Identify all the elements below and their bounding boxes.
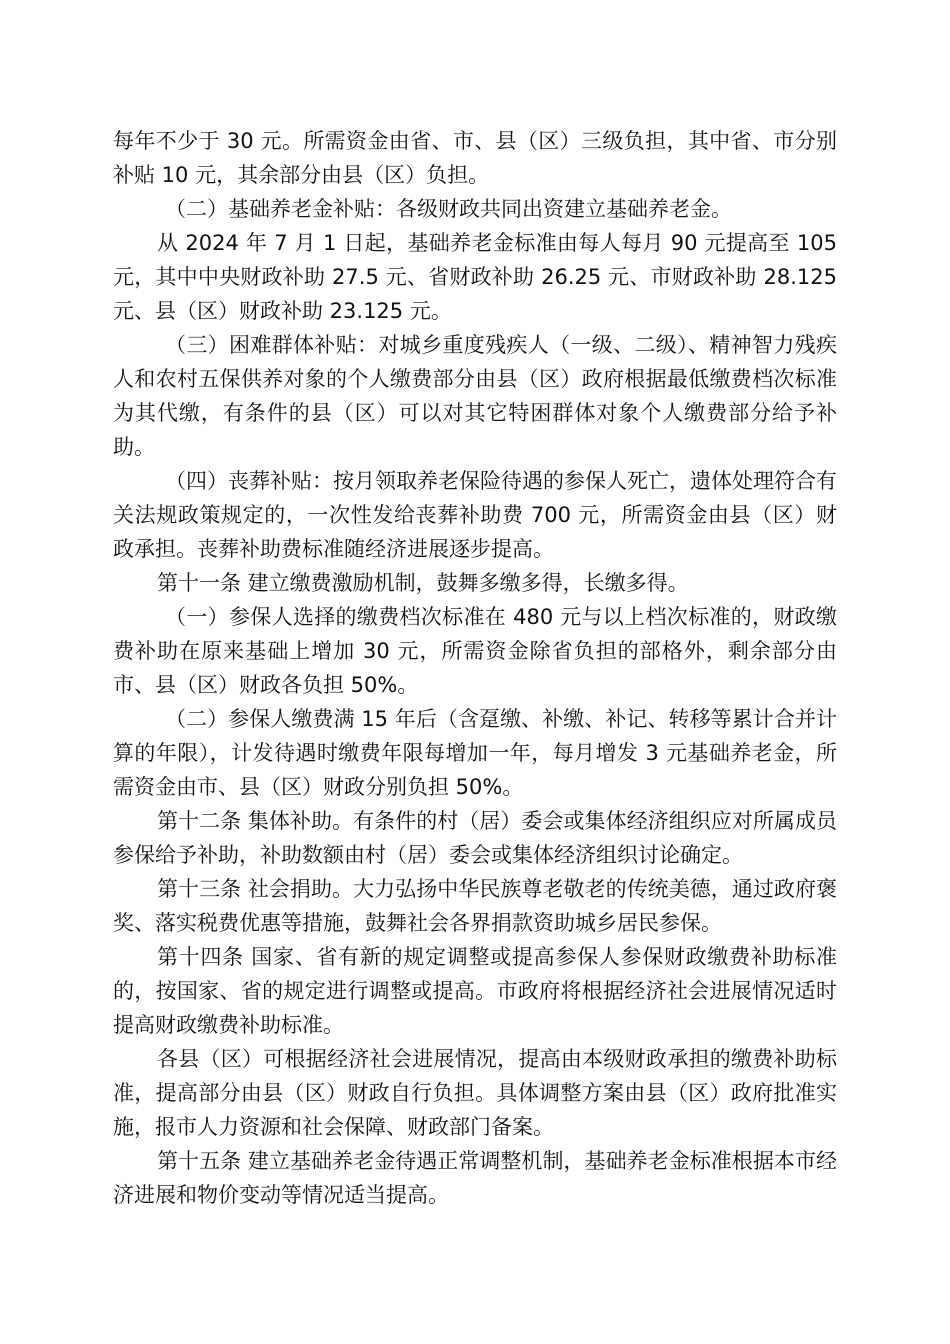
- paragraph-article-14: 第十四条 国家、省有新的规定调整或提高参保人参保财政缴费补助标准的，按国家、省的规定进行调整或提高。市政府将根据经济社会进展情况适时提高财政缴费补助标准。: [113, 945, 837, 1037]
- paragraph-article-11-item-2: （二）参保人缴费满 15 年后（含趸缴、补缴、补记、转移等累计合并计算的年限），计发待遇时缴费年限每增加一年，每月增发 3 元基础养老金，所需资金由市、县（区）财政分别负担 50%。: [113, 707, 837, 799]
- paragraph-article-15: 第十五条 建立基础养老金待遇正常调整机制，基础养老金标准根据本市经济进展和物价变动等情况适当提高。: [113, 1149, 837, 1207]
- paragraph-basic-pension-subsidy: （二）基础养老金补贴：各级财政共同出资建立基础养老金。: [165, 197, 732, 221]
- paragraph-pension-standard: 从 2024 年 7 月 1 日起，基础养老金标准由每人每月 90 元提高至 105 元，其中中央财政补助 27.5 元、省财政补助 26.25 元、市财政补助 28.125 元、县（区）财政补助 23.125 元。: [113, 231, 837, 323]
- paragraph-article-11-item-1: （一）参保人选择的缴费档次标准在 480 元与以上档次标准的，财政缴费补助在原来基础上增加 30 元，所需资金除省负担的部格外，剩余部分由市、县（区）财政各负担 50%。: [113, 605, 837, 697]
- paragraph-article-12: 第十二条 集体补助。有条件的村（居）委会或集体经济组织应对所属成员参保给予补助，补助数额由村（居）委会或集体经济组织讨论确定。: [113, 809, 837, 867]
- paragraph-continuation: 每年不少于 30 元。所需资金由省、市、县（区）三级负担，其中省、市分别补贴 10 元，其余部分由县（区）负担。: [113, 129, 837, 187]
- paragraph-article-13: 第十三条 社会捐助。大力弘扬中华民族尊老敬老的传统美德，通过政府褒奖、落实税费优惠等措施，鼓舞社会各界捐款资助城乡居民参保。: [113, 877, 837, 935]
- paragraph-county-adjustment: 各县（区）可根据经济社会进展情况，提高由本级财政承担的缴费补助标准，提高部分由县（区）财政自行负担。具体调整方案由县（区）政府批准实施，报市人力资源和社会保障、财政部门备案。: [113, 1047, 837, 1139]
- document-body: [113, 124, 837, 1212]
- paragraph-funeral-subsidy: （四）丧葬补贴：按月领取养老保险待遇的参保人死亡，遗体处理符合有关法规政策规定的，一次性发给丧葬补助费 700 元，所需资金由县（区）财政承担。丧葬补助费标准随经济进展逐步提高。: [113, 469, 837, 561]
- paragraph-article-11: 第十一条 建立缴费激励机制，鼓舞多缴多得，长缴多得。: [157, 571, 689, 595]
- paragraph-hardship-subsidy: （三）困难群体补贴：对城乡重度残疾人（一级、二级）、精神智力残疾人和农村五保供养对象的个人缴费部分由县（区）政府根据最低缴费档次标准为其代缴，有条件的县（区）可以对其它特困群体对象个人缴费部分给予补助。: [113, 333, 837, 459]
